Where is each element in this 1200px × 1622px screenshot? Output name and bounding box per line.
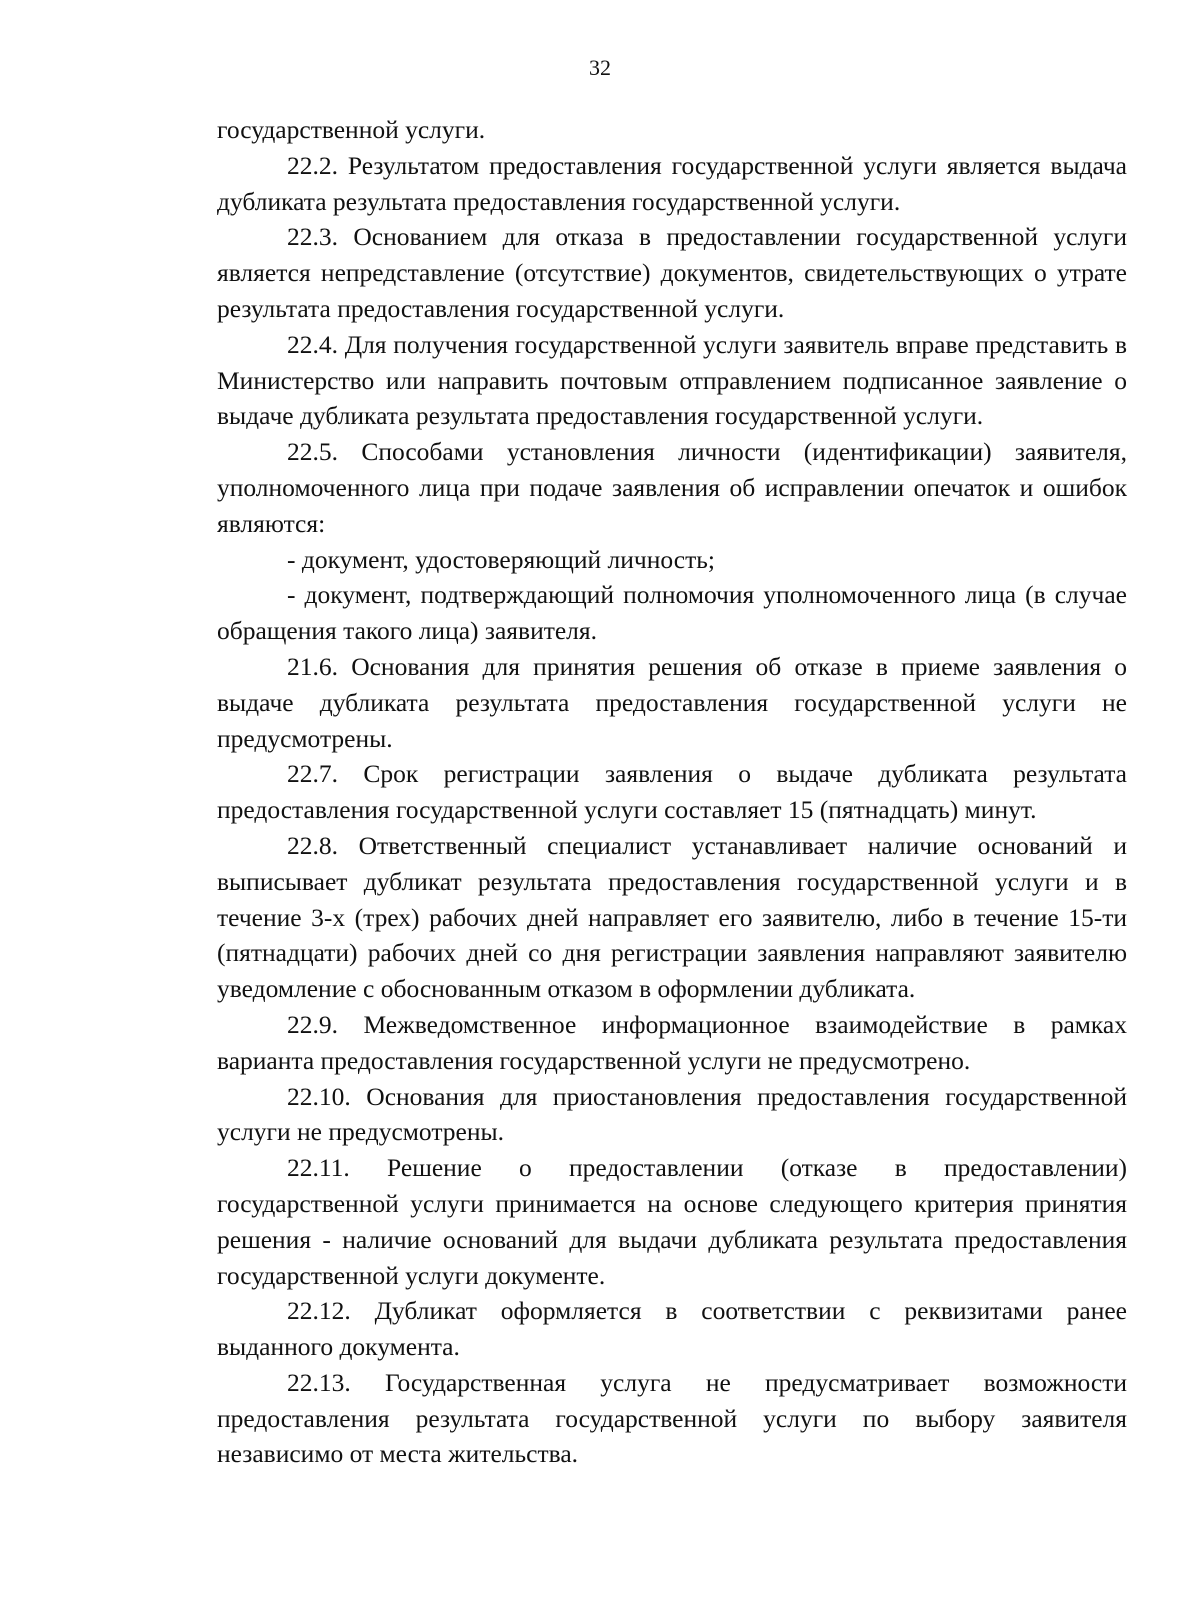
paragraph-21-6: 21.6. Основания для принятия решения об отказе в приеме заявления о выдаче дубликата результата предоставления государственной услуги не предусмотрены. bbox=[217, 651, 1127, 753]
paragraph-22-13: 22.13. Государственная услуга не предусматривает возможности предоставления результата государственной услуги по выбору заявителя независимо от места жительства. bbox=[217, 1367, 1127, 1469]
paragraph-22-12: 22.12. Дубликат оформляется в соответствии с реквизитами ранее выданного документа. bbox=[217, 1296, 1127, 1362]
paragraph-22-10: 22.10. Основания для приостановления предоставления государственной услуги не предусмотрены. bbox=[217, 1081, 1127, 1147]
list-item-authority-document: - документ, подтверждающий полномочия уполномоченного лица (в случае обращения такого лица) заявителя. bbox=[217, 580, 1127, 646]
paragraph-22-9: 22.9. Межведомственное информационное взаимодействие в рамках варианта предоставления государственной услуги не предусмотрено. bbox=[217, 1009, 1127, 1075]
paragraph-22-7: 22.7. Срок регистрации заявления о выдаче дубликата результата предоставления государственной услуги составляет 15 (пятнадцать) минут. bbox=[217, 759, 1127, 825]
paragraph-continuation: государственной услуги. bbox=[217, 115, 486, 144]
page-number: 32 bbox=[589, 55, 611, 80]
document-body bbox=[217, 112, 1127, 1472]
paragraph-22-2: 22.2. Результатом предоставления государственной услуги является выдача дубликата результата предоставления государственной услуги. bbox=[217, 150, 1127, 216]
paragraph-22-11: 22.11. Решение о предоставлении (отказе в предоставлении) государственной услуги принимается на основе следующего критерия принятия решения - наличие оснований для выдачи дубликата результата предоставления государственной услуги документе. bbox=[217, 1153, 1127, 1290]
paragraph-22-8: 22.8. Ответственный специалист устанавливает наличие оснований и выписывает дубликат результата предоставления государственной услуги и в течение 3-х (трех) рабочих дней направляет его заявителю, либо в течение 15-ти (пятнадцати) рабочих дней со дня регистрации заявления направляют заявителю уведомление с обоснованным отказом в оформлении дубликата. bbox=[217, 830, 1127, 1004]
paragraph-22-4: 22.4. Для получения государственной услуги заявитель вправе представить в Министерство или направить почтовым отправлением подписанное заявление о выдаче дубликата результата предоставления государственной услуги. bbox=[217, 329, 1127, 431]
paragraph-22-3: 22.3. Основанием для отказа в предоставлении государственной услуги является непредставление (отсутствие) документов, свидетельствующих о утрате результата предоставления государственной услуги. bbox=[217, 222, 1127, 323]
list-item-identity-document: - документ, удостоверяющий личность; bbox=[287, 544, 715, 574]
paragraph-22-5: 22.5. Способами установления личности (идентификации) заявителя, уполномоченного лица при подаче заявления об исправлении опечаток и ошибок являются: bbox=[217, 437, 1127, 538]
